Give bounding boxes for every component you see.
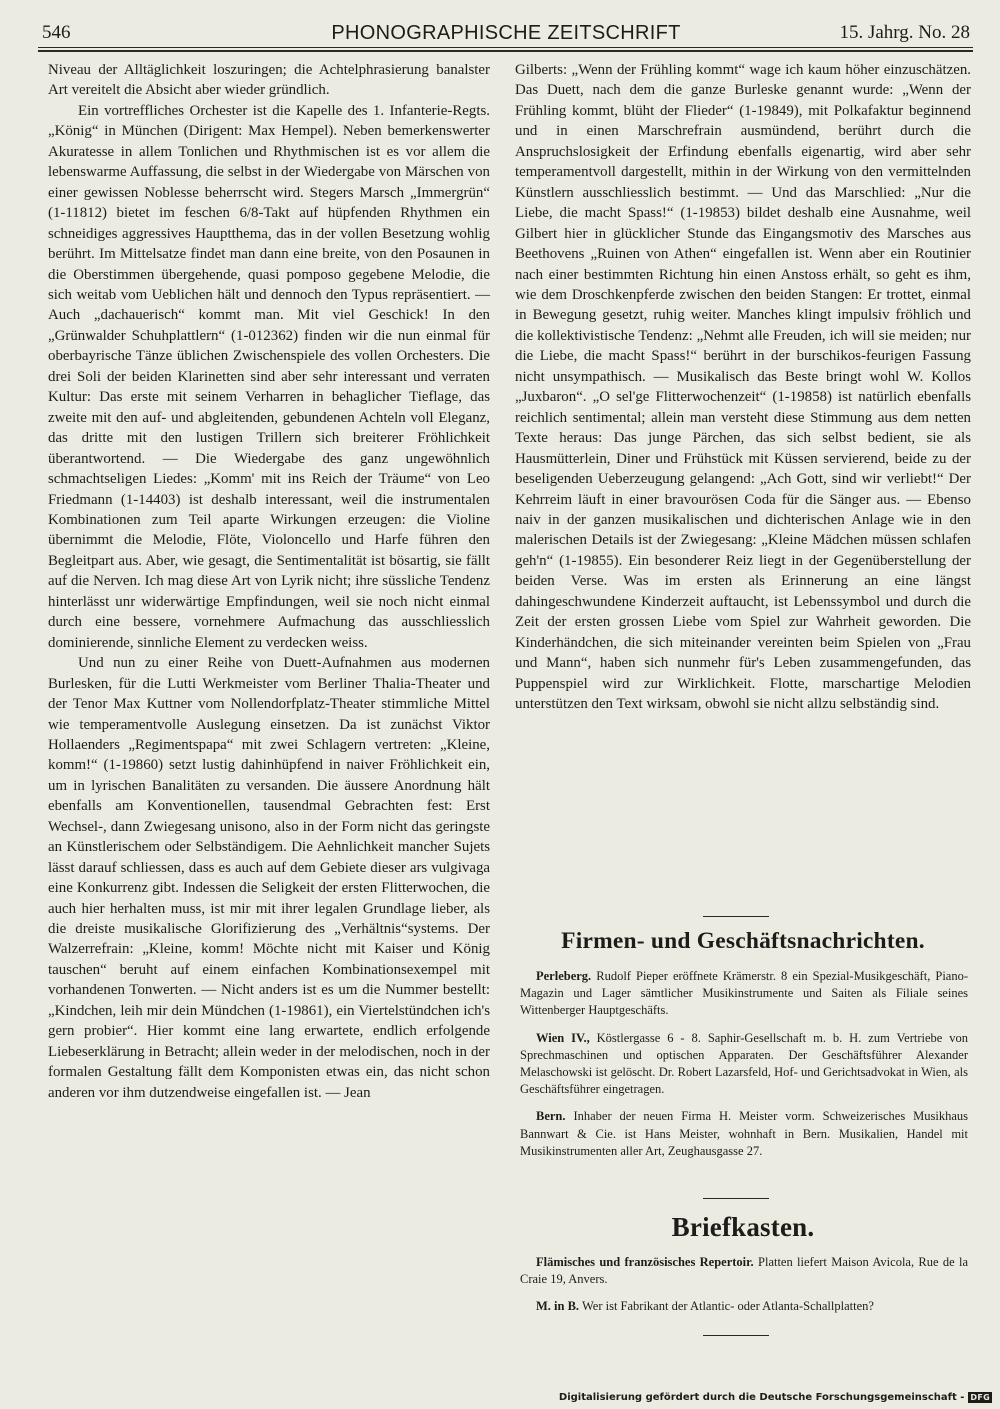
firmen-item xyxy=(520,968,968,1020)
firmen-place: Wien IV., xyxy=(536,1030,590,1045)
paragraph: Ein vortreffliches Orchester ist die Kapelle des 1. Infanterie-Regts. „König“ in München (Dirigent: Max Hempel). Neben bemerkenswerter Akuratesse in allem Tonlichen und Rhythmischen ist es vor allem die lebenswarme Auffassung, die selbst in der Wiedergabe von Märschen von einer gewissen Noblesse beherrscht wird. Stegers Marsch „Immergrün“ (1-11812) bietet im feschen 6/8-Takt auf hüpfenden Rhythmen ein schneidiges aggressives Hauptthema, das in der vollen Besetzung wohlig berührt. Im Mittelsatze findet man dann eine breite, von den Posaunen in die Oberstimmen übergehende, quasi pomposo gegebene Melodie, die sich weitab vom Ueblichen hält und dennoch den Typus repräsentiert. — Auch „dachauerisch“ kommt man. Mit viel Geschick! In den „Grünwalder Schuhplattlern“ (1-012362) finden wir die nun einmal für oberbayrische Tänze üblichen Zwischenspiele des vollen Orchesters. Die drei Soli der beiden Klarinetten sind aber sehr interessant und verraten Kultur: Das erste mit seinem Verharren in behaglicher Tieflage, das zweite mit den auf- und abgleitenden, gebundenen Achteln voll Eleganz, das dritte mit den lustigen Trillern sich breiterer Fröhlichkeit überantwortend. — Die Wiedergabe des ganz ungewöhnlich schmachtseligen Liedes: „Komm' mit ins Reich der Träume“ von Leo Friedmann (1-14403) ist deshalb interessant, weil die instrumentalen Kombinationen zum Teil aparte Wirkungen erzeugen: die Violine übernimmt die Melodie, Flöte, Violoncello und Harfe führen den Begleitpart aus. Aber, wie gesagt, die Sentimentalität ist bösartig, sie fällt auf die Nerven. Ich mag diese Art von Lyrik nicht; ihre süssliche Tendenz hinterlässt unr widerwärtige Empfindungen, weil sie noch nicht einmal durch eine bessere, vornehmere Aufmachung das ausschliesslich dominierende, sinnliche Element zu verdecken weiss. xyxy=(48,102,490,651)
header-rule-thick xyxy=(38,50,973,52)
briefkasten-lead: M. in B. xyxy=(536,1299,580,1314)
left-column xyxy=(48,60,490,1103)
section-divider xyxy=(703,916,769,917)
issue-label: 15. Jahrg. No. 28 xyxy=(839,22,970,43)
briefkasten-lead: Flämisches und französisches Repertoir. xyxy=(536,1255,754,1269)
firmen-item xyxy=(520,1108,968,1160)
briefkasten-text: Wer ist Fabrikant der Atlantic- oder Atlanta-Schallplatten? xyxy=(581,1299,874,1314)
section-divider xyxy=(703,1198,769,1199)
right-column xyxy=(515,60,971,715)
firmen-text: Rudolf Pieper eröffnete Krämerstr. 8 ein Spezial-Musikgeschäft, Piano-Magazin und Lager sämtlicher Musikinstrumente und Saiten als Filiale seines Wittenberger Hauptgeschäfts. xyxy=(520,969,968,1018)
briefkasten-heading: Briefkasten. xyxy=(671,1212,815,1242)
briefkasten-item xyxy=(520,1298,968,1315)
paragraph: Und nun zu einer Reihe von Duett-Aufnahmen aus modernen Burlesken, für die Lutti Werkmeister vom Berliner Thalia-Theater und der Tenor Max Kuttner vom Nollendorfplatz-Theater stimmliche Mittel wie temperamentvolle Auslegung einsetzen. Da ist zunächst Viktor Hollaenders „Regimentspapa“ mit zwei Schlagern vertreten: „Kleine, komm!“ (1-19860) setzt lustig dahinhüpfend in naiver Fröhlichkeit ein, um in lyrischen Banalitäten zu versanden. Die äussere Anordnung hält ebenfalls am Konventionellen, tausendmal Gebrachten fest: Erst Wechsel-, dann Zwiegesang unisono, also in der Form nicht das geringste an Künstlerischem oder Selbständigem. Die Aehnlichkeit mancher Sujets lässt darauf schliessen, dass es auch auf dem Gebiete dieser ars vulgivaga eine Konkurrenz gibt. Indessen die Seligkeit der ersten Flitterwochen, die auch hier herhalten muss, ist mir mit ihrer legalen Grundlage lieber, als die dreiste musikalische Glorifizierung des „Verhältnis“systems. Der Walzerrefrain: „Kleine, komm! Möchte nicht mit Kaiser und König tauschen“ beruht auf einem einfachen Kombinationsexempel mit vorhandenen Tonwerten. — Nicht anders ist es um die Nummer bestellt: „Kindchen, leih mir dein Mündchen (1-19861), ein Viertelstündchen ich's gern probier“. Hier kommt eine lang erwartete, endlich erfolgende Liebeserklärung in Betracht; allein weder in der melodischen, noch in der formalen Gestaltung fällt dem Komponisten etwas ein, das nicht schon anderen vor ihm dutzendweise eingefallen ist. — Jean xyxy=(48,655,490,1101)
paragraph: Niveau der Alltäglichkeit loszuringen; die Achtelphrasierung banalster Art vereitelt die Absicht aber wieder gründlich. xyxy=(48,62,490,99)
journal-title: PHONOGRAPHISCHE ZEITSCHRIFT xyxy=(331,22,681,44)
paragraph: Gilberts: „Wenn der Frühling kommt“ wage ich kaum höher einzuschätzen. Das Duett, nach dem die ganze Burleske genannt wurde: „Wenn der Frühling kommt, blüht der Flieder“ (1-19849), mit Polkafaktur beginnend und in einen Marschrefrain ausmündend, berührt durch die Anspruchslosigkeit der Erfindung ebenfalls eigenartig, wird aber sehr temperamentvoll dargestellt, mithin in der Wirkung von den vermittelnden Künstlern ausschliesslich bestimmt. — Und das Marschlied: „Nur die Liebe, die macht Spass!“ (1-19853) bildet deshalb eine Ausnahme, weil Gilbert hier in glücklicher Stunde das Eingangsmotiv des Marsches aus Beethovens „Ruinen von Athen“ eingefallen ist. Wenn aber ein Routinier nach einer bestimmten Richtung hin einen Anstoss erhält, so geht es ihm, wie dem Droschkenpferde zwischen den beiden Stangen: Er trottet, einmal in Bewegung gesetzt, ruhig weiter. Manches klingt impulsiv fröhlich und die kollektivistische Tendenz: „Nehmt alle Freuden, ich will sie meiden; nur die Liebe, die macht Spass!“ berührt in der burschikos-feurigen Fassung nicht unsympathisch. — Musikalisch das Beste bringt wohl W. Kollos „Juxbaron“. „O sel'ge Flitterwochenzeit“ (1-19858) ist natürlich ebenfalls reichlich sentimental; allein man versteht diese Stimmung aus dem netten Texte heraus: Das junge Pärchen, das sich selbst bedient, sie als Hausmütterlein, Diner und Frühstück mit Küssen servierend, beide zu der beseligenden Ueberzeugung gelangend: „Ach Gott, sind wir verliebt!“ Der Kehrreim läuft in einer bravourösen Coda für die Sänger aus. — Ebenso naiv in der ganzen musikalischen und dichterischen Anlage wie in den malerischen Details ist der Zwiegesang: „Kleine Mädchen müssen schlafen geh'n“ (1-19855). Ein besonderer Reiz liegt in der Gegenüberstellung der beiden Verse. Was im ersten als Erinnerung an eine längst dahingeschwundene Kinderzeit auftaucht, ist Lebenssymbol und durch die Zeit der ersten grossen Liebe vom Spiel zur Wahrheit geworden. Die Kinderhändchen, die sich miteinander vereinten beim Spielen von „Frau und Mann“, haben sich nunmehr für's Leben zusammengefunden, das Puppenspiel wird zur Wirklichkeit. Flotte, marschartige Melodien unterstützen den Text wirksam, obwohl sie nicht allzu selbständig sind. xyxy=(515,62,971,713)
briefkasten-item xyxy=(520,1254,968,1288)
briefkasten-list xyxy=(520,1254,968,1326)
page-number: 546 xyxy=(42,22,71,43)
dfg-logo: DFG xyxy=(970,1393,990,1402)
section-divider xyxy=(703,1335,769,1336)
firmen-text: Köstlergasse 6 - 8. Saphir-Gesellschaft m. b. H. zum Vertriebe von Sprechmaschinen und optischen Apparaten. Der Geschäftsführer Alexander Melaschowski ist gelöscht. Dr. Robert Lazarsfeld, Hof- und Gerichtsadvokat in Wien, als Geschäftsführer eingetragen. xyxy=(520,1030,968,1097)
firmen-place: Bern. xyxy=(536,1109,566,1124)
header-rule xyxy=(38,47,973,48)
footer-text: Digitalisierung gefördert durch die Deutsche Forschungsgemeinschaft - xyxy=(558,1392,965,1403)
firmen-item xyxy=(520,1030,968,1099)
firmen-text: Inhaber der neuen Firma H. Meister vorm. Schweizerisches Musikhaus Bannwart & Cie. ist Hans Meister, wohnhaft in Bern. Musikalien, Handel mit Musikinstrumenten aller Art, Zeughausgasse 27. xyxy=(520,1109,969,1158)
firmen-list xyxy=(520,968,968,1170)
firmen-heading: Firmen- und Geschäftsnachrichten. xyxy=(561,928,925,954)
firmen-place: Perleberg. xyxy=(536,969,592,983)
briefkasten-text: Platten liefert Maison Avicola, Rue de la Craie 19, Anvers. xyxy=(520,1255,968,1287)
digitization-footer xyxy=(559,1392,992,1403)
